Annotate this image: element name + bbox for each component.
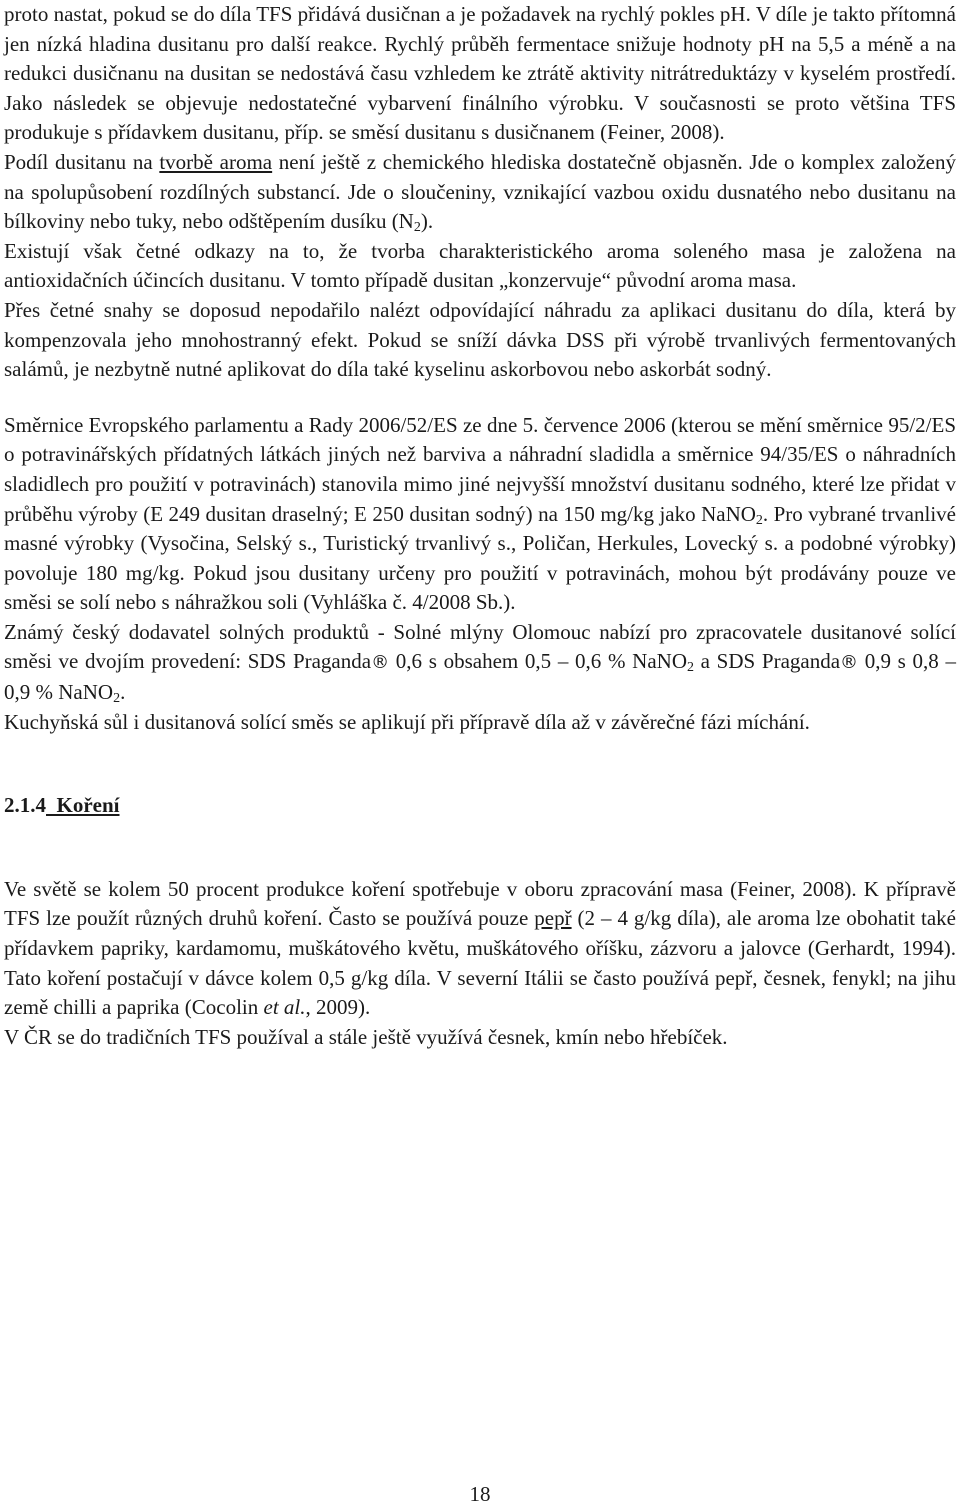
section-title: Koření (56, 793, 120, 818)
registered-mark: ® (840, 652, 859, 674)
section-number: 2.1.4 (4, 793, 46, 818)
document-page (4, 0, 956, 1052)
paragraph-eu-directive: Směrnice Evropského parlamentu a Rady 2006/52/ES ze dne 5. července 2006 (kterou se mění směrnice 95/2/ES o potravinářských přídatných látkách jiných než barviva a náhradní sladidla a směrnice 94/35/ES o náhradních sladidlech pro použití v potravinách) stanovila mimo jiné nejvyšší množství dusitanu sodného, které lze přidat v průběhu výroby (E 249 dusitan draselný; E 250 dusitan sodný) na 150 mg/kg jako NaNO$_2$. Pro vybrané trvanlivé masné výrobky (Vysočina, Selský s., Turistický trvanlivý s., Poličan, Herkules, Lovecký s. a podobné výrobky) povoluje 180 mg/kg. Pokud jsou dusitany určeny pro použití v potravinách, mohou být prodávány pouze ve směsi se solí nebo s náhražkou soli (Vyhláška č. 4/2008 Sb.). (4, 412, 956, 615)
section-heading (4, 791, 956, 821)
paragraph-antioxidant: Existují však četné odkazy na to, že tvorba charakteristického aroma soleného masa je založena na antioxidačních účincích dusitanu. V tomto případě dusitan „konzervuje“ původní aroma masa. (4, 238, 956, 293)
paragraph-replacement: Přes četné snahy se doposud nepodařilo nalézt odpovídající náhradu za aplikaci dusitanu do díla, která by kompenzovala jeho mnohostranný efekt. Pokud se sníží dávka DSS při výrobě trvanlivých fermentovaných salámů, je nezbytně nutné aplikovat do díla také kyselinu askorbovou nebo askorbát sodný. (4, 297, 956, 382)
paragraph-czech-spices: V ČR se do tradičních TFS používal a stále ještě využívá česnek, kmín nebo hřebíček. (4, 1024, 728, 1049)
underlined-term-aroma: tvorbě aroma (159, 149, 273, 174)
registered-mark: ® (371, 652, 390, 674)
paragraph-supplier: Známý český dodavatel solných produktů - Solné mlýny Olomouc nabízí pro zpracovatele dusitanové solící směsi ve dvojím provedení: SDS Praganda® 0,6 s obsahem 0,5 – 0,6 % NaNO$_2$ a SDS Praganda® 0,9 s 0,8 – 0,9 % NaNO$_2$. (4, 619, 956, 707)
paragraph-mixing: Kuchyňská sůl i dusitanová solící směs se aplikují při přípravě díla až v závěrečné fázi míchání. (4, 709, 810, 734)
paragraph-nitrate-color: proto nastat, pokud se do díla TFS přidává dusičnan a je požadavek na rychlý pokles pH. V díle je takto přítomná jen nízká hladina dusitanu pro další reakce. Rychlý průběh fermentace snižuje hodnoty pH na 5,5 a méně a na redukci dusičnanu na dusitan se nedostává času vzhledem ke ztrátě aktivity nitrátreduktázy v kyselém prostředí. Jako následek se objevuje nedostatečné vybarvení finálního výrobku. V současnosti se proto většina TFS produkuje s přídavkem dusitanu, příp. se směsí dusitanu s dusičnanem (Feiner, 2008). (4, 2, 956, 145)
page-number: 18 (469, 1482, 491, 1506)
paragraph-spices: Ve světě se kolem 50 procent produkce koření spotřebuje v oboru zpracování masa (Feiner, 2008). K přípravě TFS lze použít různých druhů koření. Často se používá pouze pepř (2 – 4 g/kg díla), ale aroma lze obohatit také přídavkem papriky, kardamomu, muškátového květu, muškátového oříšku, zázvoru a jalovce (Gerhardt, 1994). Tato koření postačují v dávce kolem 0,5 g/kg díla. V severní Itálii se často používá pepř, česnek, fenykl; na jihu země chilli a paprika (Cocolin et al., 2009). (4, 876, 956, 1020)
underlined-term-pepper: pepř (534, 906, 572, 931)
paragraph-nitrite-aroma: Podíl dusitanu na tvorbě aroma není ještě z chemického hlediska dostatečně objasněn. Jde o komplex založený na spolupůsobení rozdílných substancí. Jde o sloučeniny, vznikající vazbou oxidu dusnatého nebo dusitanu na bílkoviny nebo tuky, nebo odštěpením dusíku $(N_2)$. (4, 149, 956, 236)
